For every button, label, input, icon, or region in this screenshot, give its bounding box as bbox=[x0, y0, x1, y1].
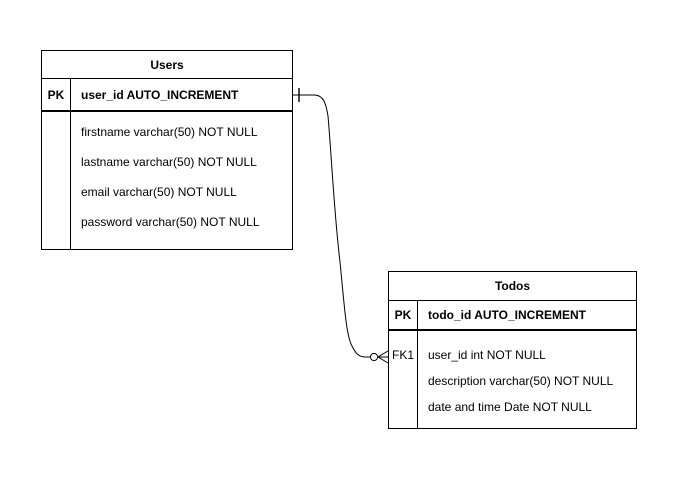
todos-table-title: Todos bbox=[389, 272, 636, 301]
todos-attribute-user-id: user_id int NOT NULL bbox=[428, 348, 546, 362]
todos-table[interactable] bbox=[388, 271, 637, 429]
users-pk-row[interactable] bbox=[42, 79, 292, 112]
todos-attribute-date: date and time Date NOT NULL bbox=[428, 400, 592, 414]
users-pk-label: PK bbox=[42, 79, 71, 110]
todos-fk-label: FK1 bbox=[389, 331, 418, 428]
many-crowfoot-marker bbox=[378, 351, 388, 363]
users-attributes-section[interactable] bbox=[42, 112, 292, 249]
users-pk-field: user_id AUTO_INCREMENT bbox=[81, 87, 239, 102]
todos-attribute-description: description varchar(50) NOT NULL bbox=[428, 374, 614, 388]
users-attribute-firstname: firstname varchar(50) NOT NULL bbox=[81, 125, 258, 139]
zero-cardinality-marker bbox=[370, 353, 377, 360]
todos-pk-label: PK bbox=[389, 301, 418, 329]
connector-line[interactable] bbox=[293, 95, 370, 357]
users-attribute-lastname: lastname varchar(50) NOT NULL bbox=[81, 155, 257, 169]
users-key-column bbox=[42, 112, 71, 249]
todos-pk-row[interactable] bbox=[389, 301, 636, 331]
users-attribute-email: email varchar(50) NOT NULL bbox=[81, 185, 237, 199]
users-table[interactable] bbox=[41, 50, 293, 250]
todos-pk-field: todo_id AUTO_INCREMENT bbox=[428, 308, 586, 322]
users-table-title: Users bbox=[42, 51, 292, 79]
users-attribute-password: password varchar(50) NOT NULL bbox=[81, 215, 260, 229]
todos-attributes-section[interactable] bbox=[389, 331, 636, 428]
